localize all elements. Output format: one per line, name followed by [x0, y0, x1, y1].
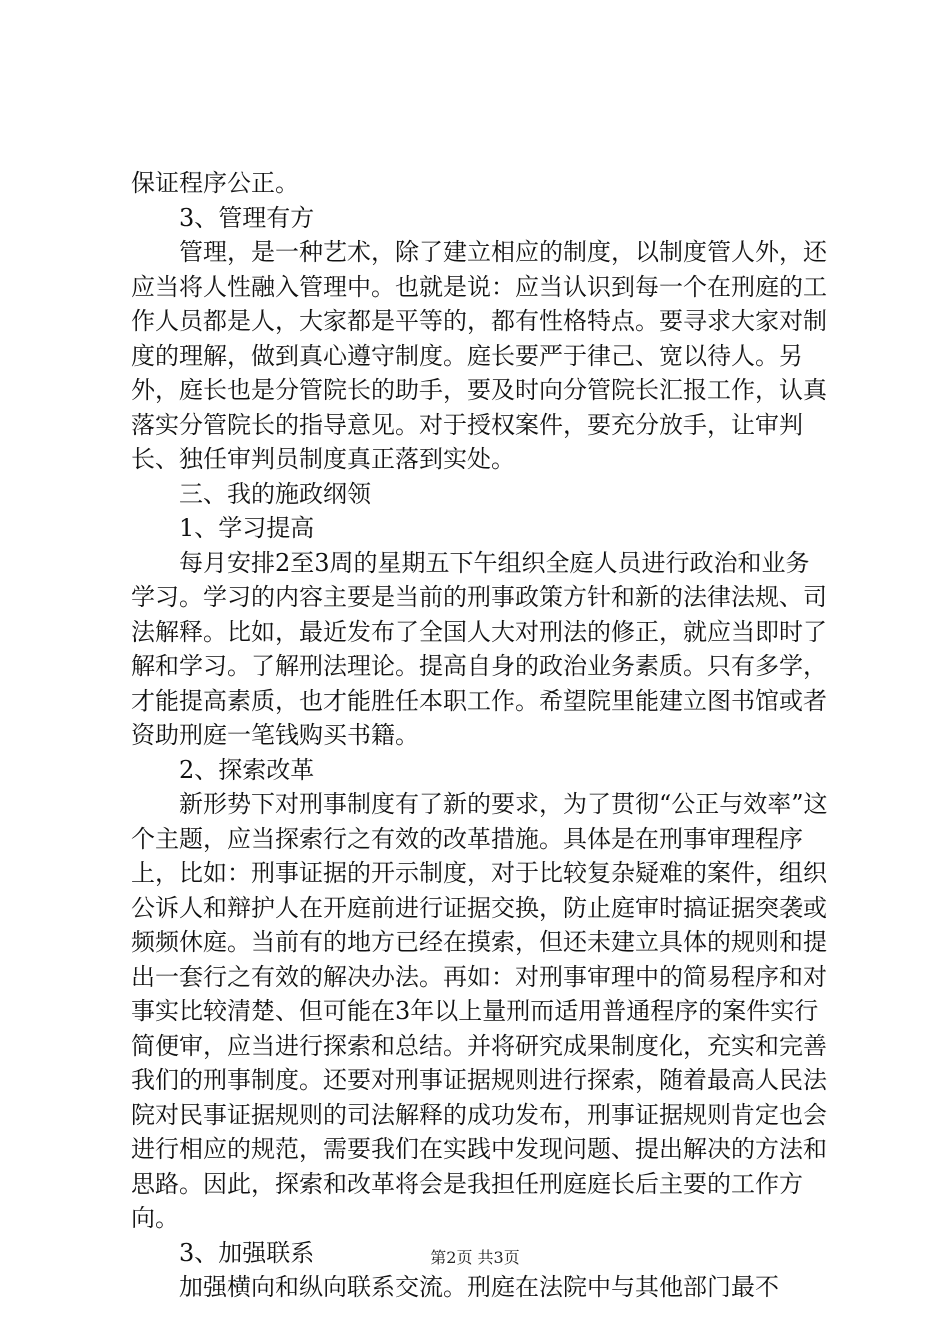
section-heading-liaison: 3、加强联系: [179, 1238, 315, 1267]
document-body: [131, 166, 831, 1305]
paragraph-management: 管理，是一种艺术，除了建立相应的制度，以制度管人外，还应当将人性融入管理中。也就是说：应当认识到每一个在刑庭的工作人员都是人，大家都是平等的，都有性格特点。要寻求大家对制度的理解，做到真心遵守制度。庭长要严于律己、宽以待人。另外，庭长也是分管院长的助手，要及时向分管院长汇报工作，认真落实分管院长的指导意见。对于授权案件，要充分放手，让审判长、独任审判员制度真正落到实处。: [131, 238, 827, 473]
paragraph-study: 每月安排2至3周的星期五下午组织全庭人员进行政治和业务学习。学习的内容主要是当前的刑事政策方针和新的法律法规、司法解释。比如，最近发布了全国人大对刑法的修正，就应当即时了解和学习。了解刑法理论。提高自身的政治业务素质。只有多学，才能提高素质，也才能胜任本职工作。希望院里能建立图书馆或者资助刑庭一笔钱购买书籍。: [131, 548, 827, 749]
section-heading-program: 三、我的施政纲领: [179, 479, 371, 508]
section-heading-management: 3、管理有方: [179, 203, 315, 232]
page-footer: 第2页 共3页: [430, 1248, 520, 1267]
section-heading-study: 1、学习提高: [179, 514, 315, 542]
section-heading-reform: 2、探索改革: [179, 755, 315, 784]
paragraph-liaison: 加强横向和纵向联系交流。刑庭在法院中与其他部门最不: [179, 1273, 779, 1301]
paragraph-reform: 新形势下对刑事制度有了新的要求，为了贯彻“公正与效率”这个主题，应当探索行之有效的改革措施。具体是在刑事审理程序上，比如：刑事证据的开示制度，对于比较复杂疑难的案件，组织公诉人和辩护人在开庭前进行证据交换，防止庭审时搞证据突袭或频频休庭。当前有的地方已经在摸索，但还未建立具体的规则和提出一套行之有效的解决办法。再如：对刑事审理中的简易程序和对事实比较清楚、但可能在3年以上量刑而适用普通程序的案件实行简便审，应当进行探索和总结。并将研究成果制度化，充实和完善我们的刑事制度。还要对刑事证据规则进行探索，随着最高人民法院对民事证据规则的司法解释的成功发布，刑事证据规则肯定也会进行相应的规范，需要我们在实践中发现问题、提出解决的方法和思路。因此，探索和改革将会是我担任刑庭庭长后主要的工作方向。: [131, 790, 828, 1232]
paragraph-continuation: 保证程序公正。: [131, 169, 299, 197]
